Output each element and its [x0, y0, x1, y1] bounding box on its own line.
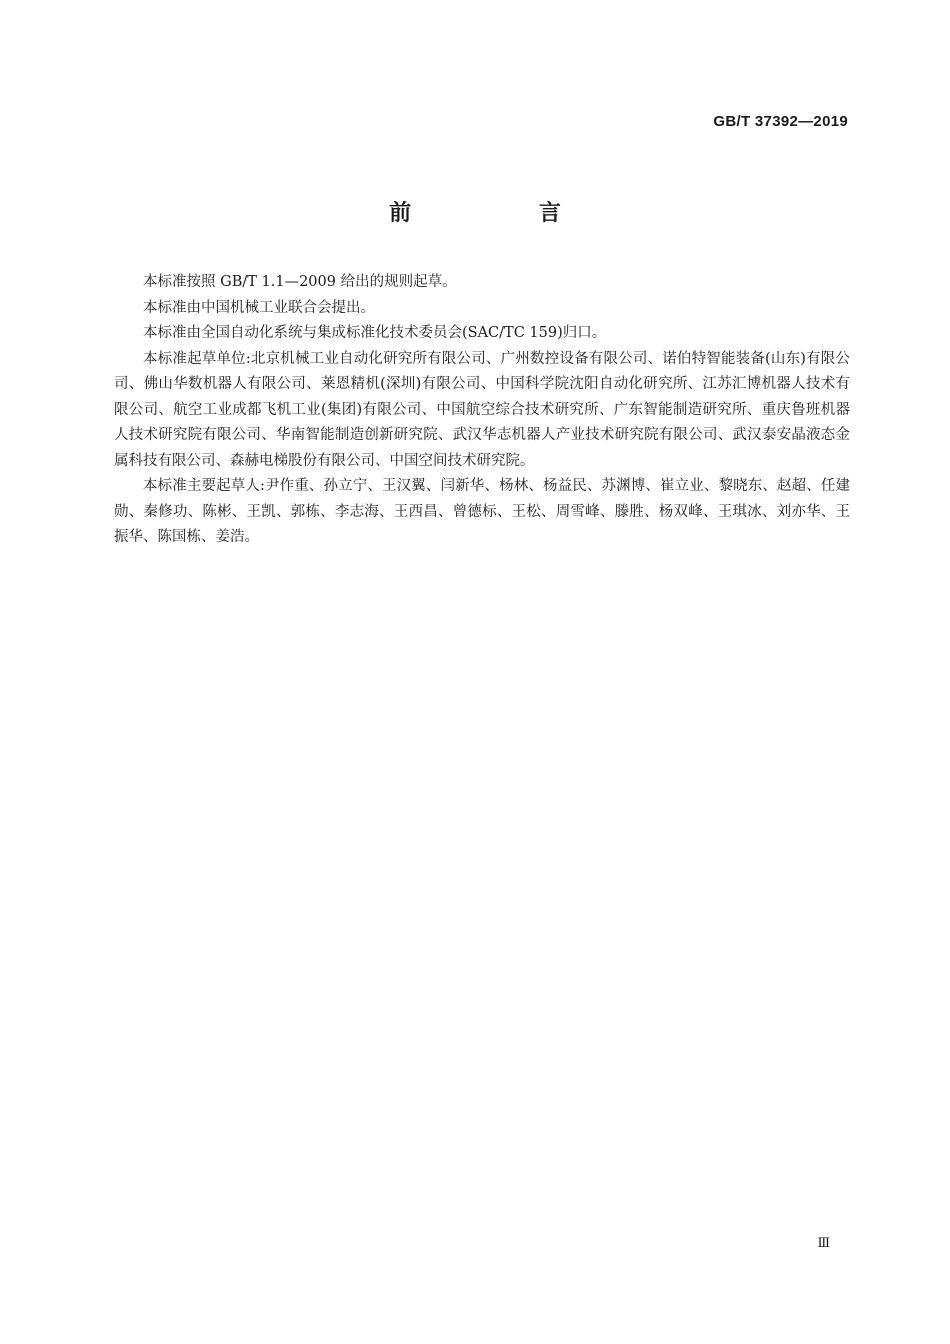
foreword-body	[114, 270, 850, 551]
standard-code: GB/T 37392—2019	[713, 113, 848, 130]
paragraph-drafting-rules: 本标准按照 GB/T 1.1—2009 给出的规则起草。	[143, 274, 457, 290]
page-number: Ⅲ	[817, 1236, 830, 1251]
page-title: 前 言	[389, 201, 621, 226]
paragraph-proposer: 本标准由中国机械工业联合会提出。	[143, 299, 375, 316]
paragraph-centralized-by: 本标准由全国自动化系统与集成标准化技术委员会(SAC/TC 159)归口。	[143, 325, 607, 341]
paragraph-drafters: 本标准主要起草人:尹作重、孙立宁、王汉翼、闫新华、杨林、杨益民、苏渊博、崔立业、黎晓东、赵超、任建勋、秦修功、陈彬、王凯、郭栋、李志海、王西昌、曾德标、王松、周雪峰、滕胜、杨双峰、王琪冰、刘亦华、王振华、陈国栋、姜浩。	[114, 478, 850, 545]
paragraph-drafting-units: 本标准起草单位:北京机械工业自动化研究所有限公司、广州数控设备有限公司、诺伯特智能装备(山东)有限公司、佛山华数机器人有限公司、莱恩精机(深圳)有限公司、中国科学院沈阳自动化研究所、江苏汇博机器人技术有限公司、航空工业成都飞机工业(集团)有限公司、中国航空综合技术研究所、广东智能制造研究所、重庆鲁班机器人技术研究院有限公司、华南智能制造创新研究院、武汉华志机器人产业技术研究院有限公司、武汉泰安晶液态金属科技有限公司、森赫电梯股份有限公司、中国空间技术研究院。	[114, 350, 850, 469]
